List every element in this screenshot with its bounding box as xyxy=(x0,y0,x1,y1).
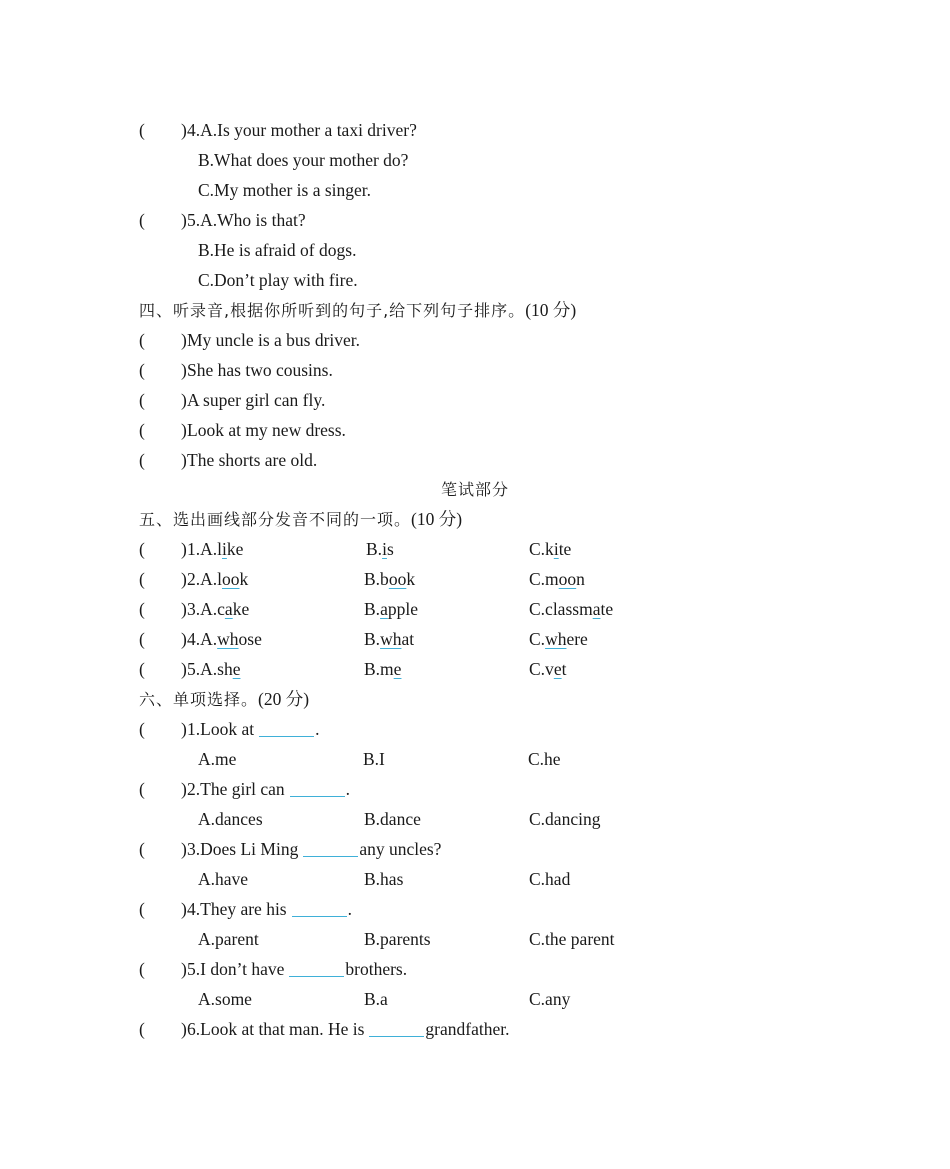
choice-options xyxy=(0,744,700,774)
answer-paren-close: ) xyxy=(181,420,187,440)
answer-paren-close: ) xyxy=(181,899,187,919)
answer-paren-open: ( xyxy=(139,629,145,649)
question-text: 2.The girl can . xyxy=(187,779,351,799)
answer-paren-close: ) xyxy=(181,539,187,559)
phonics-item xyxy=(139,564,699,594)
underlined-sound: oo xyxy=(558,569,577,589)
answer-paren-close: ) xyxy=(181,839,187,859)
option-line: C.Don’t play with fire. xyxy=(198,270,358,290)
heading-text: 四、听录音,根据你所听到的句子,给下列句子排序。 xyxy=(139,301,526,320)
option-c: C.where xyxy=(529,629,588,649)
section-5-heading xyxy=(139,504,462,534)
heading-text: 五、选出画线部分发音不同的一项。 xyxy=(139,510,412,529)
question-text: 3.Does Li Ming any uncles? xyxy=(187,839,442,859)
option-b: B.parents xyxy=(364,929,431,949)
question-text: 1.Look at . xyxy=(187,719,320,739)
answer-paren-close: ) xyxy=(181,330,187,350)
phonics-item xyxy=(139,534,699,564)
answer-blank[interactable] xyxy=(259,720,314,737)
answer-paren-close: ) xyxy=(181,629,187,649)
answer-paren-close: ) xyxy=(181,659,187,679)
answer-paren-close: ) xyxy=(181,959,187,979)
question-text: 4.A.Is your mother a taxi driver? xyxy=(187,120,417,140)
answer-paren-open: ( xyxy=(139,959,145,979)
answer-paren-open: ( xyxy=(139,210,145,230)
option-c: C.he xyxy=(528,749,561,769)
answer-paren-close: ) xyxy=(181,210,187,230)
option-a: A.some xyxy=(198,989,252,1009)
underlined-sound: oo xyxy=(222,569,240,589)
answer-paren-open: ( xyxy=(139,390,145,410)
option-b: B.what xyxy=(364,629,415,649)
answer-paren-open: ( xyxy=(139,1019,145,1039)
underlined-sound: wh xyxy=(217,629,239,649)
option-b: B.is xyxy=(366,539,394,559)
answer-paren-close: ) xyxy=(181,390,187,410)
option-b: B.has xyxy=(364,869,404,889)
answer-paren-close: ) xyxy=(181,569,187,589)
heading-score: (10 分) xyxy=(411,509,463,529)
option-b: B.a xyxy=(364,989,388,1009)
phonics-item xyxy=(139,624,699,654)
question-text: 6.Look at that man. He is grandfather. xyxy=(187,1019,510,1039)
choice-question-6 xyxy=(139,1014,739,1044)
option-b: B.me xyxy=(364,659,402,679)
option-a: 2.A.look xyxy=(187,569,249,589)
answer-paren-close: ) xyxy=(181,360,187,380)
answer-blank[interactable] xyxy=(303,840,358,857)
underlined-sound: wh xyxy=(380,629,402,649)
heading-text: 六、单项选择。 xyxy=(139,690,259,709)
option-b: B.book xyxy=(364,569,416,589)
answer-paren-open: ( xyxy=(139,420,145,440)
choice-options xyxy=(0,864,700,894)
choice-options xyxy=(0,924,700,954)
option-a: 1.A.like xyxy=(187,539,244,559)
answer-blank[interactable] xyxy=(292,900,347,917)
option-a: A.dances xyxy=(198,809,263,829)
question-text: 5.I don’t have brothers. xyxy=(187,959,408,979)
answer-paren-open: ( xyxy=(139,659,145,679)
phonics-item xyxy=(139,654,699,684)
answer-paren-open: ( xyxy=(139,719,145,739)
option-a: A.me xyxy=(198,749,237,769)
underlined-sound: e xyxy=(232,659,241,679)
heading-score: (10 分) xyxy=(525,300,577,320)
answer-blank[interactable] xyxy=(369,1020,424,1037)
choice-options xyxy=(0,984,700,1014)
answer-paren-close: ) xyxy=(181,719,187,739)
answer-paren-close: ) xyxy=(181,450,187,470)
answer-paren-open: ( xyxy=(139,360,145,380)
choice-question-4 xyxy=(139,894,699,924)
choice-question-2 xyxy=(139,774,699,804)
answer-paren-close: ) xyxy=(181,120,187,140)
sentence-text: She has two cousins. xyxy=(187,360,333,380)
sentence-text: My uncle is a bus driver. xyxy=(187,330,361,350)
underlined-sound: e xyxy=(553,659,562,679)
answer-paren-open: ( xyxy=(139,450,145,470)
option-c: C.dancing xyxy=(529,809,601,829)
sentence-text: Look at my new dress. xyxy=(187,420,346,440)
underlined-sound: i xyxy=(222,539,227,559)
answer-paren-open: ( xyxy=(139,839,145,859)
option-a: A.parent xyxy=(198,929,259,949)
answer-paren-close: ) xyxy=(181,779,187,799)
answer-paren-open: ( xyxy=(139,539,145,559)
option-c: C.any xyxy=(529,989,571,1009)
answer-paren-open: ( xyxy=(139,569,145,589)
choice-question-1 xyxy=(139,714,699,744)
underlined-sound: e xyxy=(393,659,402,679)
answer-paren-open: ( xyxy=(139,899,145,919)
answer-paren-open: ( xyxy=(139,779,145,799)
section-6-heading xyxy=(139,684,309,714)
sentence-text: A super girl can fly. xyxy=(187,390,326,410)
question-text: 4.They are his . xyxy=(187,899,352,919)
answer-paren-open: ( xyxy=(139,599,145,619)
option-a: 4.A.whose xyxy=(187,629,262,649)
phonics-item xyxy=(139,594,699,624)
written-part-title: 笔试部分 xyxy=(440,480,509,499)
answer-paren-close: ) xyxy=(181,1019,187,1039)
answer-blank[interactable] xyxy=(290,780,345,797)
heading-score: (20 分) xyxy=(258,689,310,709)
option-c: C.moon xyxy=(529,569,585,589)
choice-options xyxy=(0,804,700,834)
option-a: 3.A.cake xyxy=(187,599,250,619)
question-text: 5.A.Who is that? xyxy=(187,210,306,230)
choice-question-3 xyxy=(139,834,699,864)
choice-question-5 xyxy=(139,954,699,984)
underlined-sound: i xyxy=(553,539,559,559)
section-4-heading xyxy=(139,295,576,325)
option-c: C.the parent xyxy=(529,929,615,949)
underlined-sound: i xyxy=(382,539,387,559)
answer-paren-close: ) xyxy=(181,599,187,619)
underlined-sound: a xyxy=(224,599,233,619)
underlined-sound: a xyxy=(380,599,388,619)
option-a: A.have xyxy=(198,869,249,889)
option-c: C.vet xyxy=(529,659,567,679)
answer-blank[interactable] xyxy=(289,960,344,977)
option-c: C.kite xyxy=(529,539,572,559)
option-b: B.I xyxy=(363,749,385,769)
underlined-sound: a xyxy=(592,599,601,619)
option-line: B.He is afraid of dogs. xyxy=(198,240,357,260)
option-line: C.My mother is a singer. xyxy=(198,180,372,200)
underlined-sound: wh xyxy=(545,629,567,649)
option-a: 5.A.she xyxy=(187,659,241,679)
sentence-text: The shorts are old. xyxy=(187,450,318,470)
underlined-sound: oo xyxy=(388,569,407,589)
answer-paren-open: ( xyxy=(139,120,145,140)
answer-paren-open: ( xyxy=(139,330,145,350)
option-c: C.classmate xyxy=(529,599,614,619)
option-line: B.What does your mother do? xyxy=(198,150,409,170)
option-b: B.apple xyxy=(364,599,418,619)
option-b: B.dance xyxy=(364,809,421,829)
option-c: C.had xyxy=(529,869,571,889)
